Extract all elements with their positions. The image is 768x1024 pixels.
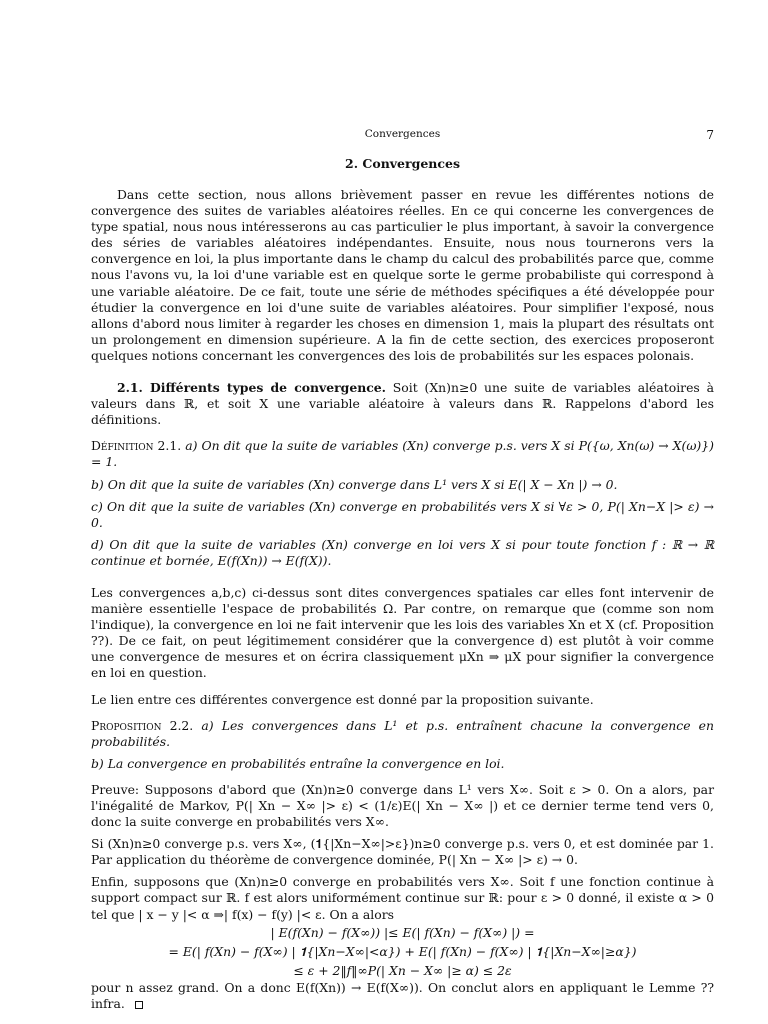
equation-line-1: | E(f(Xn) − f(X∞)) |≤ E(| f(Xn) − f(X∞) |) = (270, 924, 535, 940)
running-head (91, 128, 714, 144)
running-head-title: Convergences (364, 128, 441, 140)
proposition-a-text: a) Les convergences dans L¹ et p.s. entraînent chacune la convergence en probabilités. (91, 717, 714, 749)
section-title: 2. Convergences (345, 156, 460, 171)
subsection-heading: 2.1. Différents types de convergence. (117, 380, 386, 396)
definition-c: c) On dit que la suite de variables (Xn) converge en probabilités vers X si ∀ε > 0, P(| Xn−X |> ε) → 0. (91, 498, 714, 530)
equation-line-3: ≤ ε + 2‖f‖∞P(| Xn − X∞ |≥ α) ≤ 2ε (293, 962, 512, 978)
subsection-text: Soit (Xn)n≥0 une suite de variables aléatoires à valeurs dans ℝ, et soit X une variable aléatoire à valeurs dans ℝ. Rappelons d'abord les définitions. (91, 380, 714, 428)
definition-a (91, 438, 714, 470)
definition-a-text: a) On dit que la suite de variables (Xn) converge p.s. vers X si P({ω, Xn(ω) → X(ω)}) = 1. (91, 438, 714, 470)
proposition-b: b) La convergence en probabilités entraîne la convergence en loi. (91, 755, 505, 771)
definition-d: d) On dit que la suite de variables (Xn) converge en loi vers X si pour toute fonction f : ℝ → ℝ continue et bornée, E(f(Xn)) → E(f(X)). (91, 536, 714, 568)
proposition-label: Proposition 2.2. (91, 717, 194, 733)
spatial-paragraph: Les convergences a,b,c) ci-dessus sont dites convergences spatiales car elles font intervenir de manière essentielle l'espace de probabilités Ω. Par contre, on remarque que (comme son nom l'indique), la convergence en loi ne fait intervenir que les lois des variables Xn et X (cf. Proposition ??). De ce fait, on peut légitimement considérer que la convergence d) est plutôt à voir comme une convergence de mesures et on écrira classiquement μXn ⇒ μX pour signifier la convergence en loi en question. (91, 584, 714, 681)
definition-b: b) On dit que la suite de variables (Xn) converge dans L¹ vers X si E(| X − Xn |) → 0. (91, 476, 618, 492)
proposition-a (91, 718, 714, 750)
qed-square-icon (135, 1001, 143, 1009)
intro-paragraph: Dans cette section, nous allons brièvement passer en revue les différentes notions de convergence des suites de variables aléatoires réelles. En ce qui concerne les convergences de type spatial, nous nous intéresserons au cas particulier le plus important, à savoir la convergence des séries de variables aléatoires indépendantes. Ensuite, nous nous tournerons vers la convergence en loi, la plus importante dans le champ du calcul des probabilités parce que, comme nous l'avons vu, la loi d'une variable est en quelque sorte le germe probabiliste qui correspond à une variable aléatoire. De ce fait, toute une série de méthodes spécifiques a été développée pour étudier la convergence en loi d'une suite de variables aléatoires. Pour simplifier l'exposé, nous allons d'abord nous limiter à regarder les choses en dimension 1, mais la plupart des résultats ont un prolongement en dimension supérieure. A la fin de cette section, des exercices proposeront quelques notions concernant les convergences des lois de probabilités sur les espaces polonais. (91, 187, 714, 363)
link-paragraph: Le lien entre ces différentes convergence est donné par la proposition suivante. (91, 691, 594, 707)
page (91, 128, 714, 1012)
proof-paragraph-1: Preuve: Supposons d'abord que (Xn)n≥0 converge dans L¹ vers X∞. Soit ε > 0. On a alors, par l'inégalité de Markov, P(| Xn − X∞ |> ε) < (1/ε)E(| Xn − X∞ |) et ce dernier terme tend vers 0, donc la suite converge en probabilités vers X∞. (91, 781, 714, 830)
page-number: 7 (706, 128, 714, 142)
subsection-paragraph (91, 380, 714, 428)
equation-line-2: = E(| f(Xn) − f(X∞) | 𝟏{|Xn−X∞|<α}) + E(| f(Xn) − f(X∞) | 𝟏{|Xn−X∞|≥α}) (168, 943, 637, 959)
proof-paragraph-4 (91, 980, 714, 1012)
proof-paragraph-3: Enfin, supposons que (Xn)n≥0 converge en probabilités vers X∞. Soit f une fonction continue à support compact sur ℝ. f est alors uniformément continue sur ℝ: pour ε > 0 donné, il existe α > 0 tel que | x − y |< α ⇒| f(x) − f(y) |< ε. On a alors (91, 874, 714, 922)
definition-label: Définition 2.1. (91, 438, 182, 454)
proof-conclusion: pour n assez grand. On a donc E(f(Xn)) → E(f(X∞)). On conclut alors en appliquant le Lemme ?? infra. (91, 979, 714, 1011)
proof-paragraph-2: Si (Xn)n≥0 converge p.s. vers X∞, (𝟏{|Xn−X∞|>ε})n≥0 converge p.s. vers 0, et est dominée par 1. Par application du théorème de convergence dominée, P(| Xn − X∞ |> ε) → 0. (91, 836, 714, 868)
